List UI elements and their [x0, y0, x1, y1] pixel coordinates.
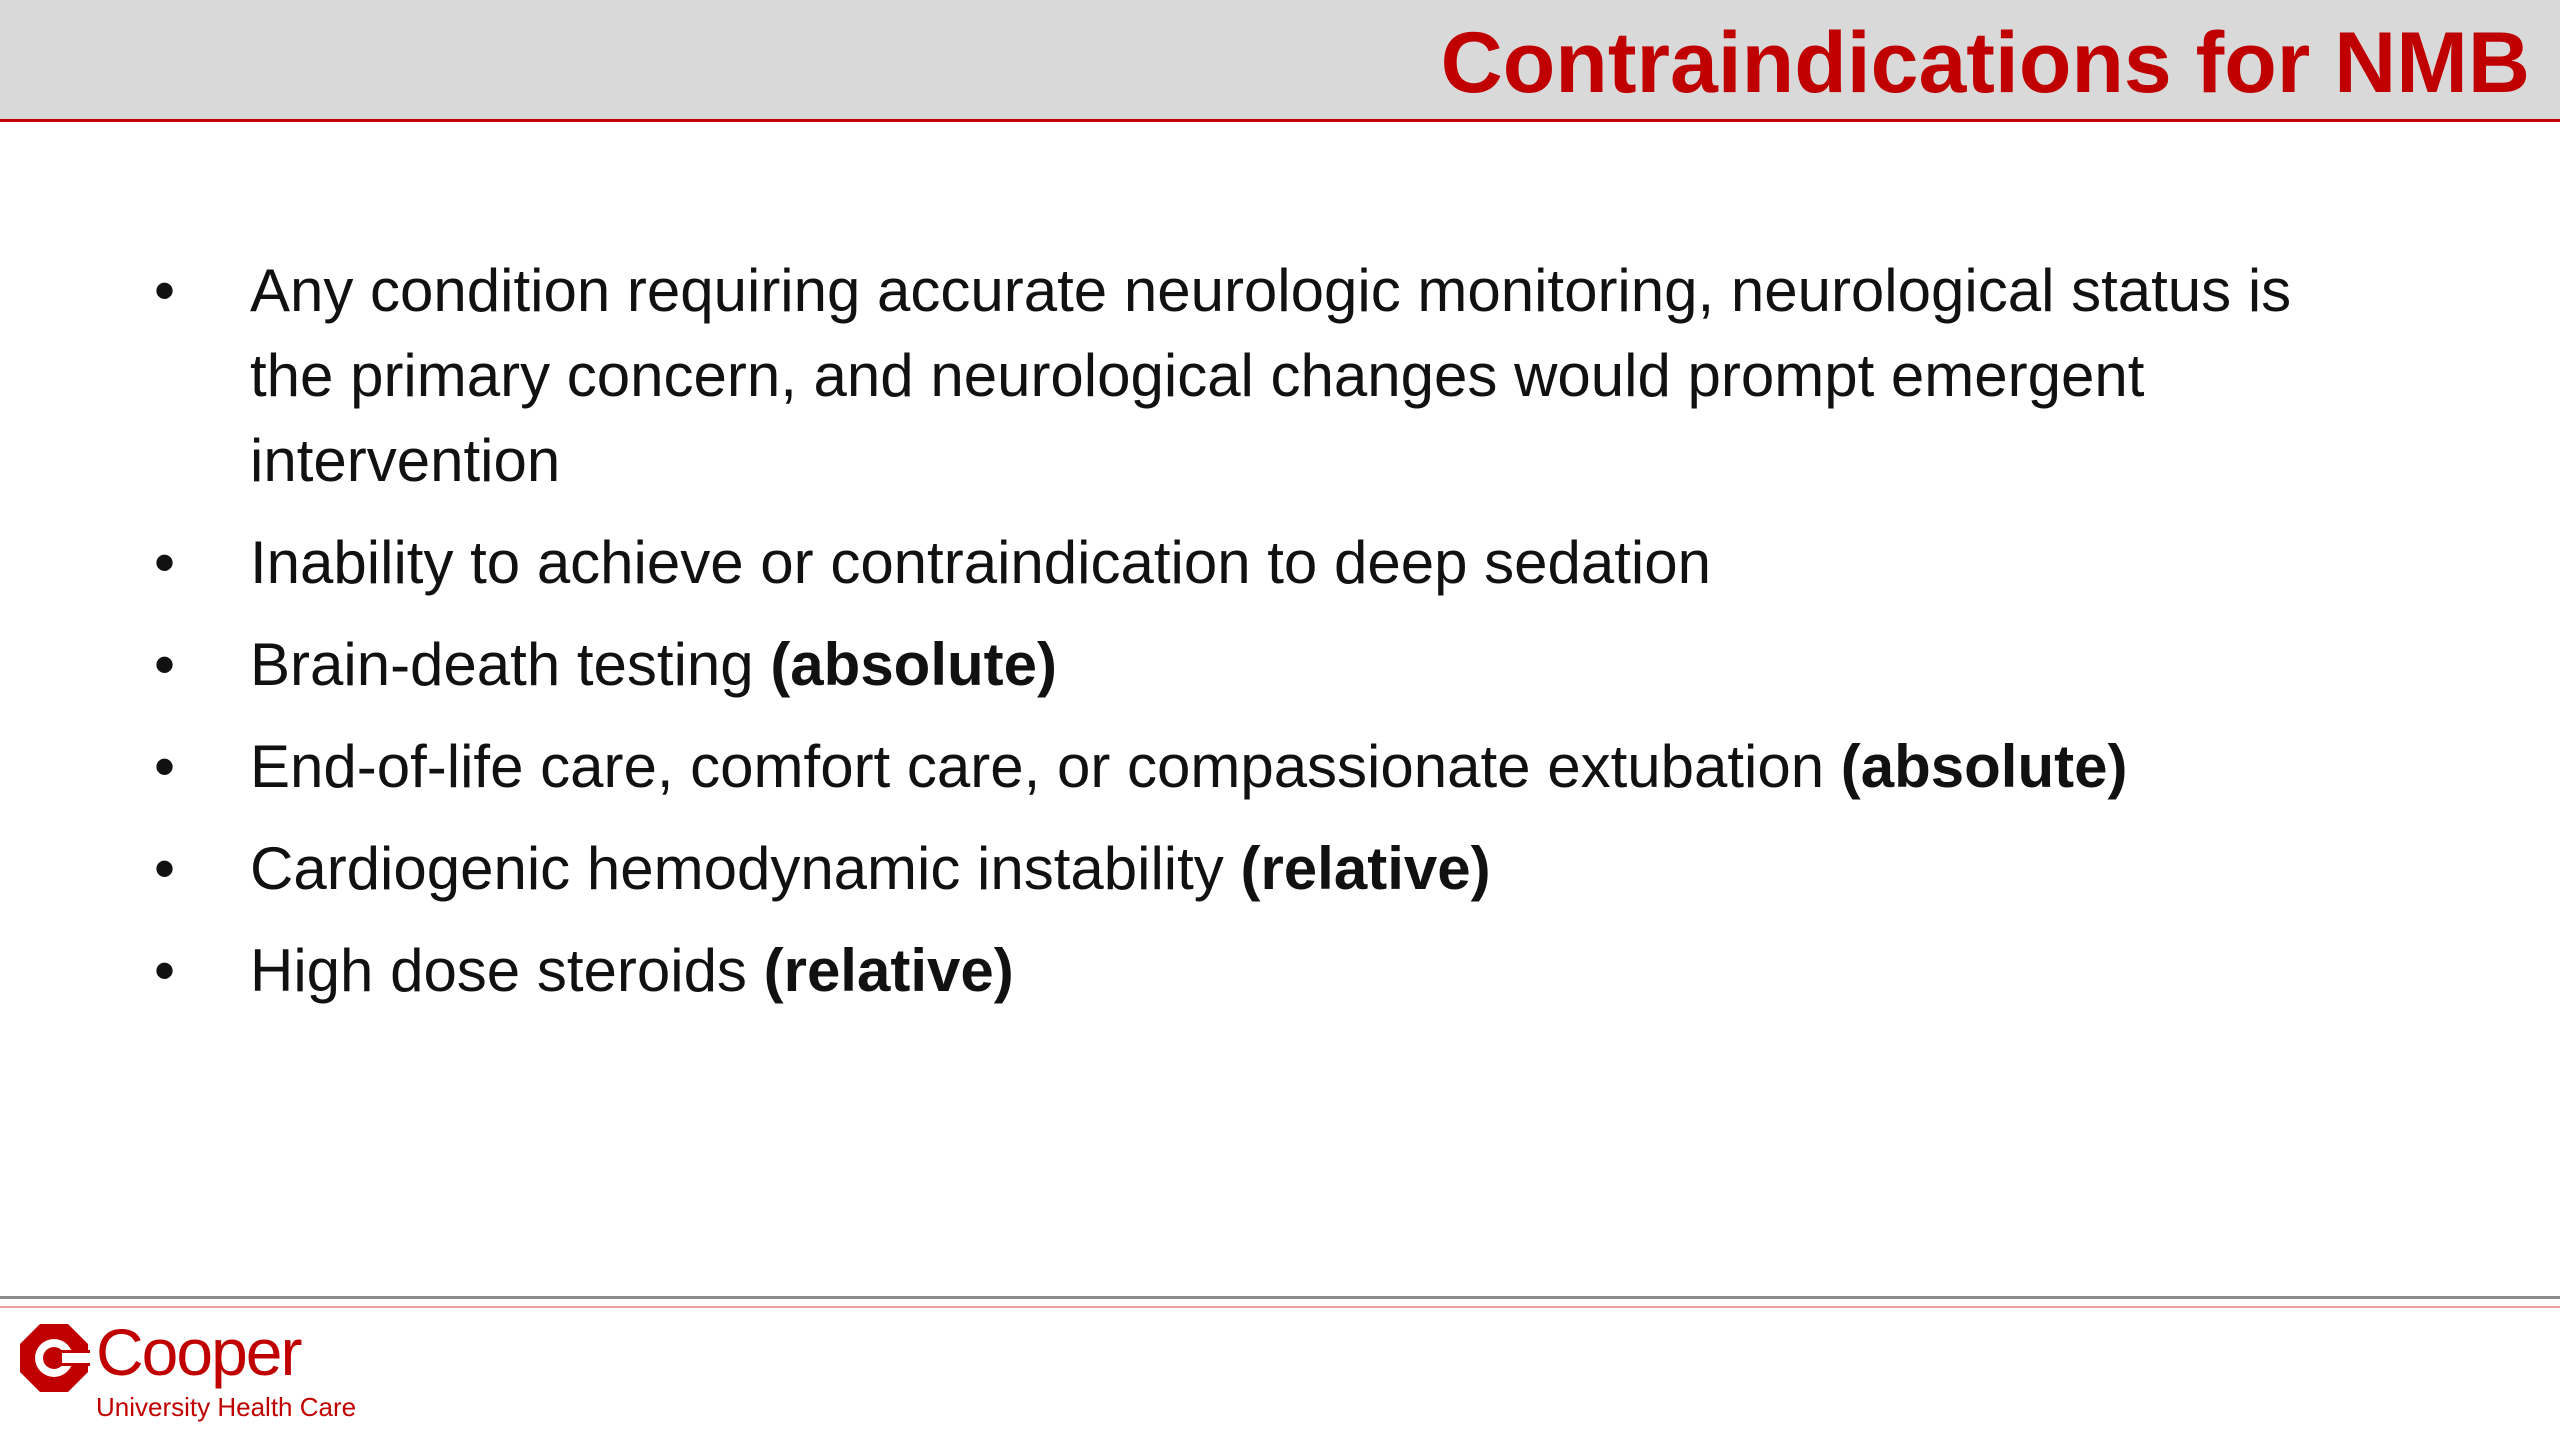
bullet-dot-icon: • [154, 835, 176, 902]
bullet-dot-icon: • [154, 631, 176, 698]
bullet-text: Brain-death testing [250, 631, 771, 698]
bullet-item [150, 248, 2350, 503]
bullet-dot-icon: • [154, 937, 176, 1004]
bullet-item [150, 622, 2350, 707]
bullet-dot-icon: • [154, 733, 176, 800]
slide-content [150, 248, 2350, 1030]
bullet-text: Inability to achieve or contraindication to deep sedation [250, 529, 1711, 596]
cooper-logo-icon [18, 1322, 90, 1394]
bullet-item [150, 724, 2350, 809]
bullet-item [150, 520, 2350, 605]
bullet-label: (relative) [1240, 835, 1491, 902]
bullet-text: End-of-life care, comfort care, or compassionate extubation [250, 733, 1841, 800]
bullet-item [150, 928, 2350, 1013]
title-bar [0, 0, 2560, 122]
bullet-text: Any condition requiring accurate neurologic monitoring, neurological status is the primary concern, and neurological changes would prompt emergent intervention [250, 257, 2292, 494]
bullet-label: (absolute) [1840, 733, 2128, 800]
cooper-logo [18, 1315, 438, 1428]
bullet-dot-icon: • [154, 257, 176, 324]
logo-name: Cooper [96, 1315, 301, 1389]
slide-title: Contraindications for NMB [1440, 15, 2530, 111]
bullet-label: (relative) [763, 937, 1014, 1004]
bullet-dot-icon: • [154, 529, 176, 596]
footer-divider [0, 1296, 2560, 1299]
logo-subtitle: University Health Care [96, 1392, 357, 1422]
bullet-text: High dose steroids [250, 937, 764, 1004]
bullet-label: (absolute) [770, 631, 1057, 698]
bullet-item [150, 826, 2350, 911]
bullet-text: Cardiogenic hemodynamic instability [250, 835, 1241, 902]
bullet-list [150, 248, 2350, 1013]
footer-divider-accent [0, 1306, 2560, 1308]
